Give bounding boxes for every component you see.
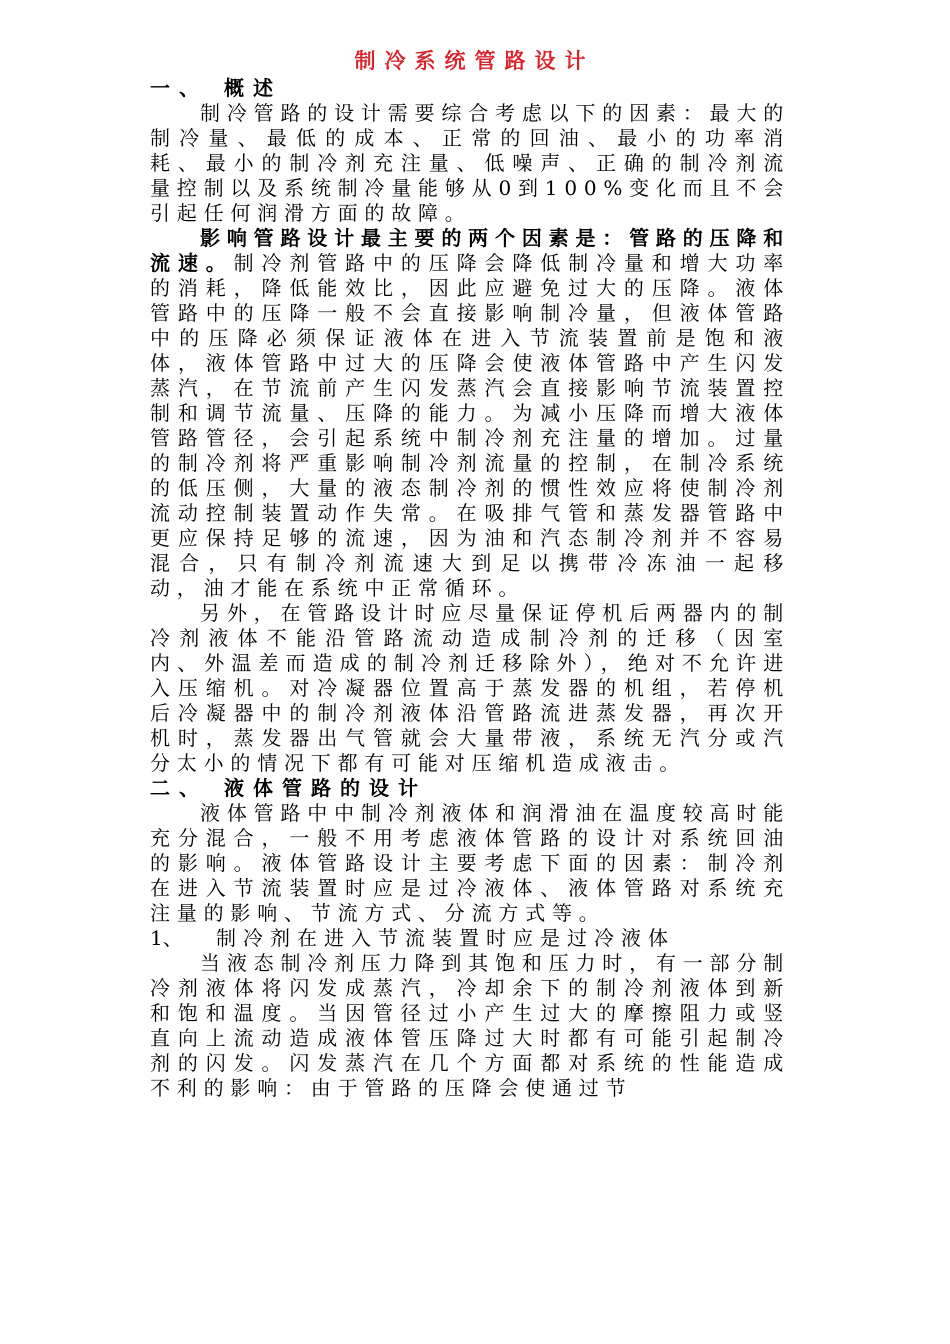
- bold-lead-text: 影响管路设计最主要的两个因素是：管路的压降和流速。: [150, 226, 790, 275]
- item-text: 制冷剂在进入节流装置时应是过冷液体: [216, 926, 675, 950]
- document-page: [150, 46, 790, 1101]
- item-number: 1、: [150, 926, 183, 950]
- paragraph: 另外，在管路设计时应尽量保证停机后两器内的制冷剂液体不能沿管路流动造成制冷剂的迁移（因室内、外温差而造成的制冷剂迁移除外），绝对不允许进入压缩机。对冷凝器位置高于蒸发器的机组，若停机后冷凝器中的制冷剂液体沿管路流进蒸发器，再次开机时，蒸发器出气管就会大量带液，系统无汽分或汽分太小的情况下都有可能对压缩机造成液击。: [150, 601, 790, 775]
- section-heading-liquid-line: 二、 液体管路的设计: [150, 776, 427, 800]
- document-title: 制冷系统管路设计: [354, 48, 595, 73]
- paragraph: 制冷管路的设计需要综合考虑以下的因素：最大的制冷量、最低的成本、正常的回油、最小的功率消耗、最小的制冷剂充注量、低噪声、正确的制冷剂流量控制以及系统制冷量能够从0到100%变化而且不会引起任何润滑方面的故障。: [150, 101, 790, 225]
- paragraph: [150, 226, 790, 601]
- paragraph: 液体管路中中制冷剂液体和润滑油在温度较高时能充分混合，一般不用考虑液体管路的设计对系统回油的影响。液体管路设计主要考虑下面的因素：制冷剂在进入节流装置时应是过冷液体、液体管路对系统充注量的影响、节流方式、分流方式等。: [150, 801, 790, 925]
- numbered-item: [150, 926, 790, 951]
- paragraph: 当液态制冷剂压力降到其饱和压力时，有一部分制冷剂液体将闪发成蒸汽，冷却余下的制冷剂液体到新和饱和温度。当因管径过小产生过大的摩擦阻力或竖直向上流动造成液体管压降过大时都有可能引起制冷剂的闪发。闪发蒸汽在几个方面都对系统的性能造成不利的影响：由于管路的压降会使通过节: [150, 951, 790, 1100]
- paragraph-text: 制冷剂管路中的压降会降低制冷量和增大功率的消耗，降低能效比，因此应避免过大的压降。液体管路中的压降一般不会直接影响制冷量，但液体管路中的压降必须保证液体在进入节流装置前是饱和液体，液体管路中过大的压降会使液体管路中产生闪发蒸汽，在节流前产生闪发蒸汽会直接影响节流装置控制和调节流量、压降的能力。为减小压降而增大液体管路管径，会引起系统中制冷剂充注量的增加。过量的制冷剂将严重影响制冷剂流量的控制，在制冷系统的低压侧，大量的液态制冷剂的惯性效应将使制冷剂流动控制装置动作失常。在吸排气管和蒸发器管路中更应保持足够的流速，因为油和汽态制冷剂并不容易混合，只有制冷剂流速大到足以携带冷冻油一起移动，油才能在系统中正常循环。: [150, 251, 791, 600]
- section-heading-overview: 一、 概述: [150, 76, 282, 100]
